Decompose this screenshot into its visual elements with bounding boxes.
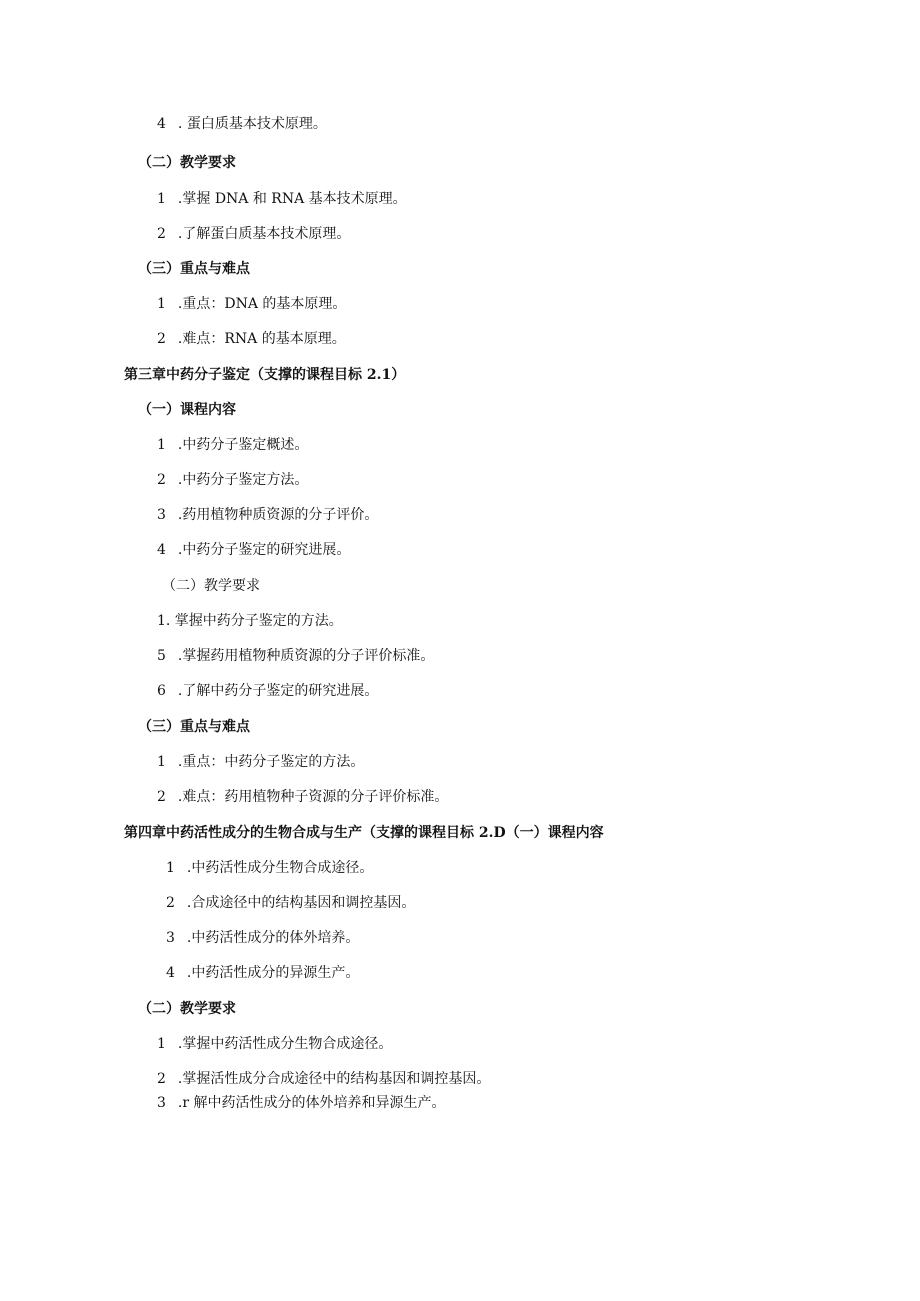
list-item: 3 .药用植物种质资源的分子评价。 [157, 507, 379, 523]
list-item: 2 .掌握活性成分合成途径中的结构基因和调控基因。 [157, 1071, 491, 1087]
section-heading: （二）教学要求 [138, 155, 236, 171]
list-item: 1 .重点：DNA 的基本原理。 [157, 296, 347, 312]
list-item: 1 .中药分子鉴定概述。 [157, 437, 309, 453]
list-item: 2 .中药分子鉴定方法。 [157, 472, 309, 488]
list-item: 2 .合成途径中的结构基因和调控基因。 [166, 895, 416, 911]
list-item: 2 .难点：药用植物种子资源的分子评价标准。 [157, 789, 449, 805]
chapter-heading: 第三章中药分子鉴定（支撑的课程目标 2.1） [124, 367, 406, 383]
list-item: 4 .中药活性成分的异源生产。 [166, 965, 360, 981]
list-item: 1 .掌握 DNA 和 RNA 基本技术原理。 [157, 191, 407, 207]
chapter-heading: 第四章中药活性成分的生物合成与生产（支撑的课程目标 2.D（一）课程内容 [124, 825, 604, 841]
list-item: 3 .r 解中药活性成分的体外培养和异源生产。 [157, 1095, 446, 1111]
list-item: 1. 掌握中药分子鉴定的方法。 [157, 613, 343, 629]
section-heading: （三）重点与难点 [138, 261, 250, 277]
section-heading: （一）课程内容 [138, 402, 236, 418]
list-item: 4 .中药分子鉴定的研究进展。 [157, 542, 351, 558]
list-item: 1 .中药活性成分生物合成途径。 [166, 860, 374, 876]
section-heading: （二）教学要求 [138, 1001, 236, 1017]
section-heading: （二）教学要求 [162, 578, 260, 594]
list-item: 3 .中药活性成分的体外培养。 [166, 930, 360, 946]
list-item: 1 .掌握中药活性成分生物合成途径。 [157, 1036, 393, 1052]
list-item: 4 . 蛋白质基本技术原理。 [157, 116, 327, 132]
list-item: 1 .重点：中药分子鉴定的方法。 [157, 754, 365, 770]
list-item: 2 .难点：RNA 的基本原理。 [157, 331, 346, 347]
list-item: 6 .了解中药分子鉴定的研究进展。 [157, 683, 379, 699]
list-item: 5 .掌握药用植物种质资源的分子评价标准。 [157, 648, 435, 664]
section-heading: （三）重点与难点 [138, 719, 250, 735]
list-item: 2 .了解蛋白质基本技术原理。 [157, 226, 351, 242]
